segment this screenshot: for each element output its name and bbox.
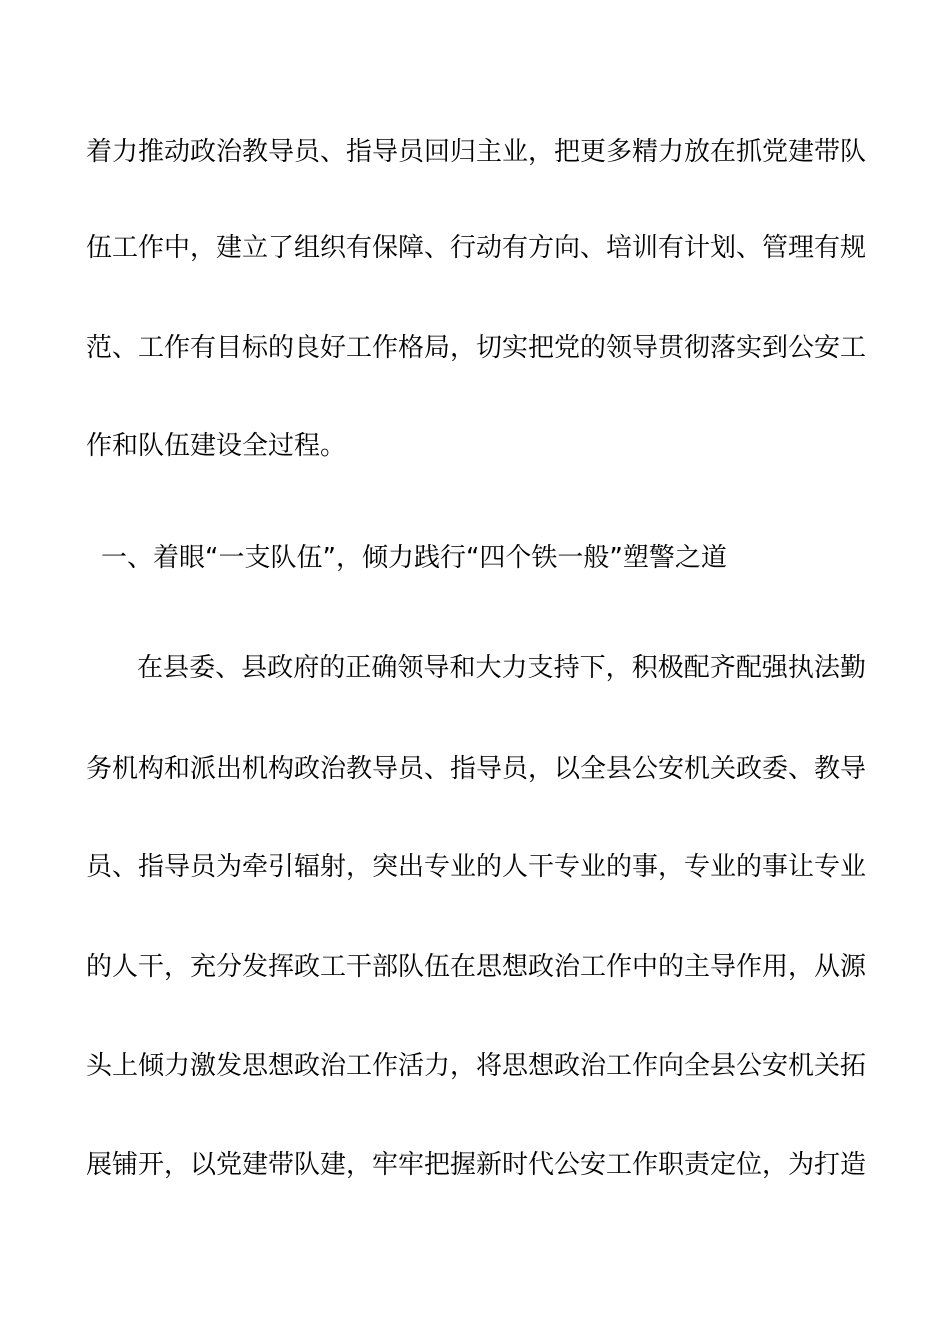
paragraph-1-line-4: 作和队伍建设全过程。 — [86, 431, 347, 461]
paragraph-1-line-3: 范、工作有目标的良好工作格局，切实把党的领导贯彻落实到公安工 — [86, 333, 867, 363]
paragraph-2-line-6: 展铺开，以党建带队建，牢牢把握新时代公安工作职责定位，为打造 — [86, 1150, 867, 1180]
paragraph-2-line-5: 头上倾力激发思想政治工作活力，将思想政治工作向全县公安机关拓 — [86, 1051, 867, 1081]
paragraph-2-line-2: 务机构和派出机构政治教导员、指导员，以全县公安机关政委、教导 — [86, 754, 867, 784]
section-heading: 一、着眼“一支队伍”，倾力践行“四个铁一般”塑警之道 — [101, 543, 727, 573]
paragraph-2-line-3: 员、指导员为牵引辐射，突出专业的人干专业的事，专业的事让专业 — [86, 852, 867, 882]
paragraph-1-line-1: 着力推动政治教导员、指导员回归主业，把更多精力放在抓党建带队 — [86, 137, 867, 167]
paragraph-2-line-4: 的人干，充分发挥政工干部队伍在思想政治工作中的主导作用，从源 — [86, 952, 867, 982]
paragraph-2-line-1: 在县委、县政府的正确领导和大力支持下，积极配齐配强执法勤 — [137, 653, 866, 683]
paragraph-1-line-2: 伍工作中，建立了组织有保障、行动有方向、培训有计划、管理有规 — [86, 233, 867, 263]
